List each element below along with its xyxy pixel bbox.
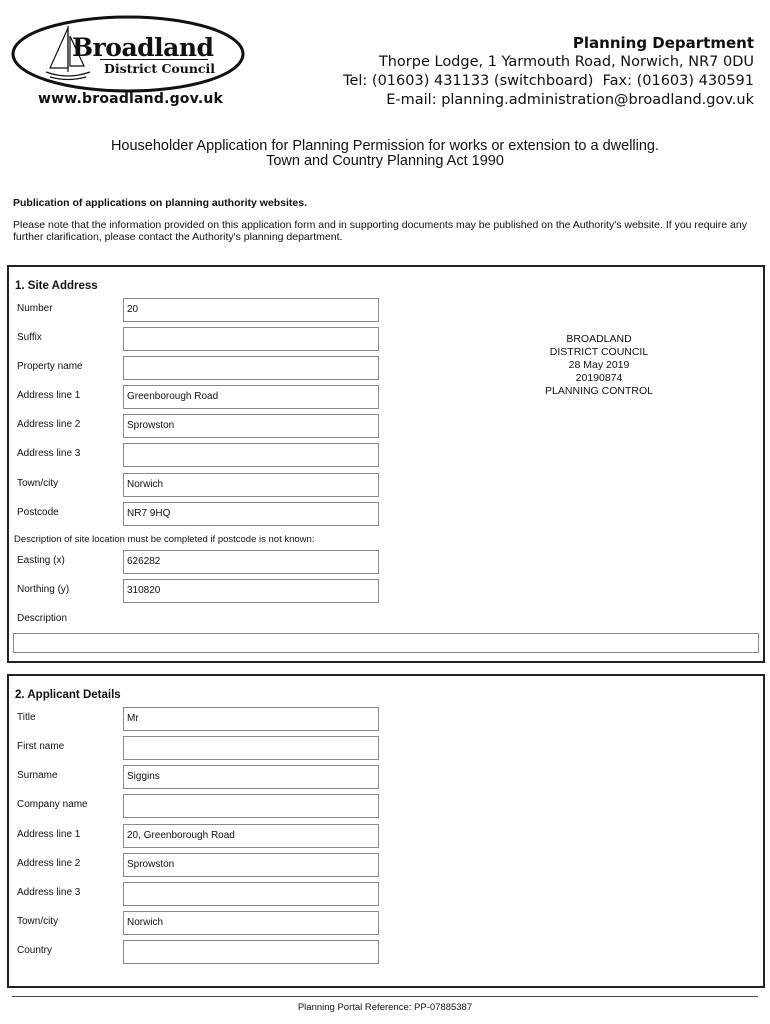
- department-email: E-mail: planning.administration@broadland.gov.uk: [386, 92, 754, 108]
- site-description-input[interactable]: [13, 633, 759, 653]
- form-title-line2: Town and Country Planning Act 1990: [266, 153, 504, 169]
- footer-divider: [12, 996, 758, 997]
- applicant-address-line3-input[interactable]: [123, 882, 379, 906]
- field-label: Property name: [17, 361, 83, 372]
- applicant-address-line1-input[interactable]: 20, Greenborough Road: [123, 824, 379, 848]
- received-stamp: [504, 333, 694, 398]
- field-label: Address line 3: [17, 887, 81, 898]
- northing-input[interactable]: 310820: [123, 579, 379, 603]
- section-title: 2. Applicant Details: [15, 689, 121, 701]
- department-block: [343, 34, 754, 110]
- portal-reference: Planning Portal Reference: PP-07885387: [297, 1002, 473, 1013]
- stamp-line: 20190874: [575, 372, 623, 384]
- field-label: First name: [17, 741, 65, 752]
- field-label: Address line 1: [17, 829, 81, 840]
- site-address-section: [7, 265, 765, 663]
- publication-heading: Publication of applications on planning authority websites.: [13, 197, 308, 209]
- site-address-line1-input[interactable]: Greenborough Road: [123, 385, 379, 409]
- field-label: Surname: [17, 770, 58, 781]
- easting-input[interactable]: 626282: [123, 550, 379, 574]
- site-property-name-input[interactable]: [123, 356, 379, 380]
- applicant-first-name-input[interactable]: [123, 736, 379, 760]
- field-label: Title: [17, 712, 36, 723]
- applicant-surname-input[interactable]: Siggins: [123, 765, 379, 789]
- field-label: Postcode: [17, 507, 59, 518]
- department-address: Thorpe Lodge, 1 Yarmouth Road, Norwich, NR7 0DU: [378, 54, 754, 70]
- applicant-title-input[interactable]: Mr: [123, 707, 379, 731]
- logo-name: Broadland: [72, 33, 214, 62]
- field-label: Address line 1: [17, 390, 81, 401]
- applicant-address-line2-input[interactable]: Sprowston: [123, 853, 379, 877]
- field-label: Suffix: [17, 332, 42, 343]
- site-address-line3-input[interactable]: [123, 443, 379, 467]
- field-label: Easting (x): [17, 555, 65, 566]
- stamp-line: BROADLAND: [566, 333, 632, 345]
- site-town-input[interactable]: Norwich: [123, 473, 379, 497]
- department-phone: Tel: (01603) 431133 (switchboard) Fax: (01603) 430591: [343, 73, 754, 89]
- logo-rule: [100, 59, 208, 60]
- department-title: Planning Department: [572, 34, 754, 52]
- site-address-line2-input[interactable]: Sprowston: [123, 414, 379, 438]
- field-label: Description: [17, 613, 68, 624]
- website-link[interactable]: www.broadland.gov.uk: [38, 91, 224, 107]
- applicant-town-input[interactable]: Norwich: [123, 911, 379, 935]
- stamp-line: PLANNING CONTROL: [545, 385, 653, 397]
- field-label: Northing (y): [17, 584, 70, 595]
- field-label: Company name: [17, 799, 88, 810]
- stamp-line: DISTRICT COUNCIL: [549, 346, 649, 358]
- site-postcode-input[interactable]: NR7 9HQ: [123, 502, 379, 526]
- applicant-country-input[interactable]: [123, 940, 379, 964]
- field-label: Address line 3: [17, 448, 81, 459]
- field-label: Country: [17, 945, 53, 956]
- field-label: Number: [17, 303, 53, 314]
- site-number-input[interactable]: 20: [123, 298, 379, 322]
- field-label: Town/city: [17, 478, 59, 489]
- form-title-line1: Householder Application for Planning Permission for works or extension to a dwelling.: [110, 138, 660, 154]
- publication-note: Please note that the information provided on this application form and in supporting documents may be published on the Authority's website. If you require any further clarification, please contact the Authority's planning department.: [13, 219, 747, 243]
- field-label: Address line 2: [17, 858, 81, 869]
- applicant-company-input[interactable]: [123, 794, 379, 818]
- stamp-line: 28 May 2019: [568, 359, 630, 371]
- logo-subtitle: District Council: [104, 61, 216, 76]
- form-title: [0, 139, 770, 169]
- location-note: Description of site location must be completed if postcode is not known:: [14, 534, 315, 545]
- field-label: Address line 2: [17, 419, 81, 430]
- applicant-section: [7, 674, 765, 988]
- field-label: Town/city: [17, 916, 59, 927]
- section-title: 1. Site Address: [15, 280, 98, 292]
- site-suffix-input[interactable]: [123, 327, 379, 351]
